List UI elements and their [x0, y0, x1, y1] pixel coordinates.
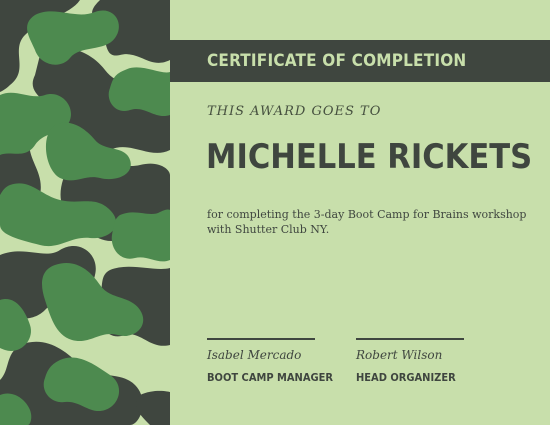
- certificate-heading: CERTIFICATE OF COMPLETION: [207, 51, 467, 71]
- camouflage-pattern: [0, 0, 170, 425]
- signature-line-2: [356, 338, 464, 340]
- title-banner: [170, 40, 550, 82]
- description-text: for completing the 3-day Boot Camp for Brains workshop with Shutter Club NY.: [207, 208, 527, 236]
- recipient-name: MICHELLE RICKETS: [206, 137, 533, 177]
- signatory-title-1: BOOT CAMP MANAGER: [207, 371, 333, 384]
- award-label: THIS AWARD GOES TO: [207, 104, 382, 119]
- signatory-title-2: HEAD ORGANIZER: [356, 371, 456, 384]
- signature-line-1: [207, 338, 315, 340]
- signatory-name-2: Robert Wilson: [356, 348, 443, 362]
- signatory-name-1: Isabel Mercado: [207, 348, 302, 362]
